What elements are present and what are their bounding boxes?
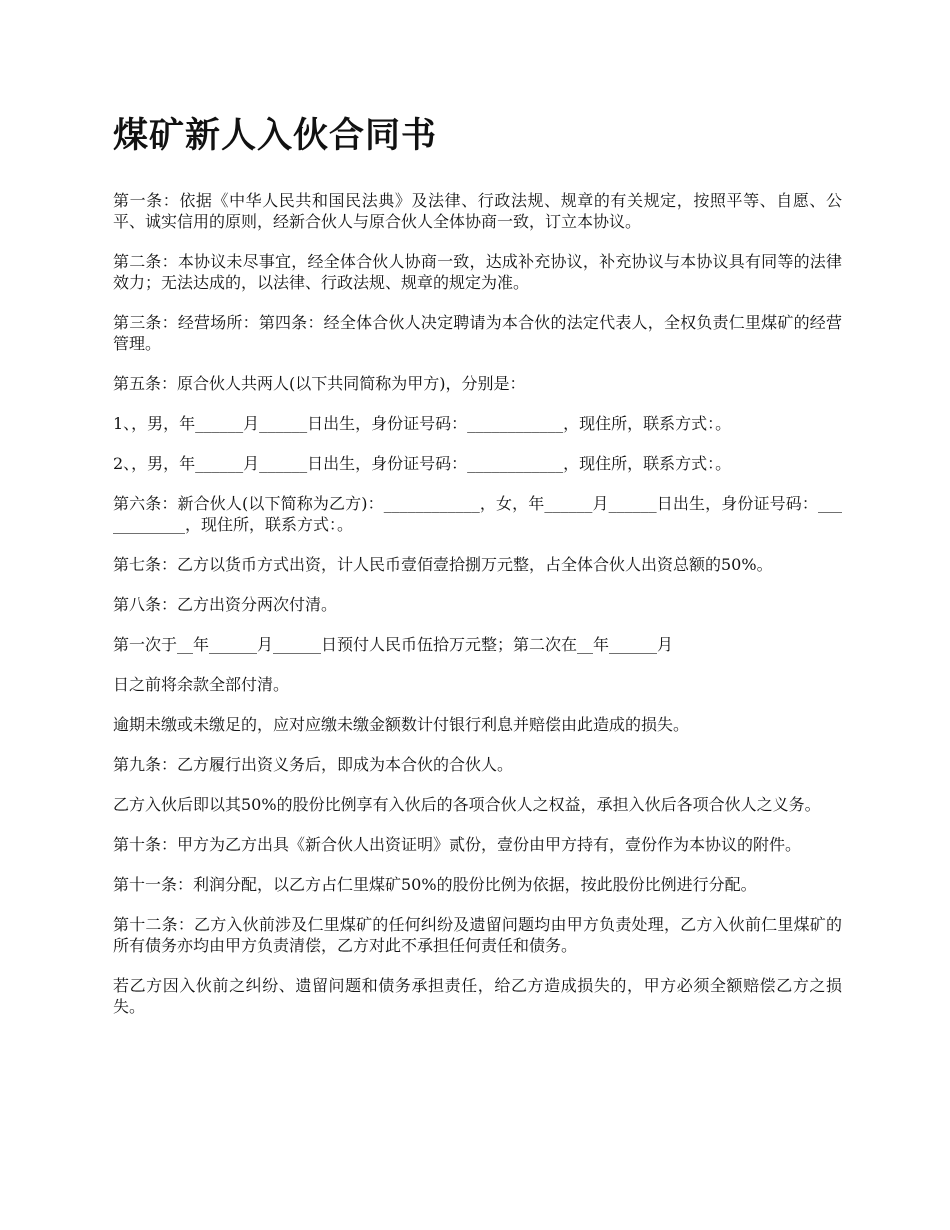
compensation-line: 若乙方因入伙前之纠纷、遗留问题和债务承担责任，给乙方造成损失的，甲方必须全额赔偿乙方之损失。 bbox=[113, 976, 842, 1016]
clause-8: 第八条：乙方出资分两次付清。 bbox=[113, 595, 338, 614]
document-title: 煤矿新人入伙合同书 bbox=[113, 115, 438, 156]
clause-2: 第二条：本协议未尽事宜，经全体合伙人协商一致，达成补充协议，补充协议与本协议具有同等的法律效力；无法达成的，以法律、行政法规、规章的规定为准。 bbox=[113, 252, 842, 292]
clause-9: 第九条：乙方履行出资义务后，即成为本合伙的合伙人。 bbox=[113, 755, 514, 774]
clause-11: 第十一条：利润分配，以乙方占仁里煤矿50%的股份比例为依据，按此股份比例进行分配。 bbox=[113, 875, 757, 894]
partner-1-line: 1、，男，年______月______日出生，身份证号码：____________，现住所，联系方式：。 bbox=[113, 414, 732, 433]
clause-12: 第十二条：乙方入伙前涉及仁里煤矿的任何纠纷及遗留问题均由甲方负责处理，乙方入伙前仁里煤矿的所有债务亦均由甲方负责清偿，乙方对此不承担任何责任和债务。 bbox=[113, 915, 842, 955]
payment-schedule-line: 第一次于__年______月______日预付人民币伍拾万元整；第二次在__年______月 bbox=[113, 635, 674, 654]
partner-2-line: 2、，男，年______月______日出生，身份证号码：____________，现住所，联系方式：。 bbox=[113, 454, 732, 473]
clause-3-4: 第三条：经营场所：第四条：经全体合伙人决定聘请为本合伙的法定代表人，全权负责仁里煤矿的经营管理。 bbox=[113, 313, 842, 353]
payment-deadline-line: 日之前将余款全部付清。 bbox=[113, 675, 290, 694]
clause-1: 第一条：依据《中华人民共和国民法典》及法律、行政法规、规章的有关规定，按照平等、自愿、公平、诚实信用的原则，经新合伙人与原合伙人全体协商一致，订立本协议。 bbox=[113, 191, 842, 231]
rights-obligations-line: 乙方入伙后即以其50%的股份比例享有入伙后的各项合伙人之权益，承担入伙后各项合伙人之义务。 bbox=[113, 795, 821, 814]
late-payment-line: 逾期未缴或未缴足的，应对应缴未缴金额数计付银行利息并赔偿由此造成的损失。 bbox=[113, 715, 690, 734]
clause-7: 第七条：乙方以货币方式出资，计人民币壹佰壹拾捌万元整，占全体合伙人出资总额的50%。 bbox=[113, 555, 773, 574]
clause-10: 第十条：甲方为乙方出具《新合伙人出资证明》贰份，壹份由甲方持有，壹份作为本协议的附件。 bbox=[113, 835, 802, 854]
clause-5: 第五条：原合伙人共两人(以下共同简称为甲方)，分别是： bbox=[113, 374, 526, 393]
clause-6: 第六条：新合伙人(以下简称为乙方)：____________，女，年______月______日出生，身份证号码：____________，现住所，联系方式：。 bbox=[113, 494, 842, 534]
